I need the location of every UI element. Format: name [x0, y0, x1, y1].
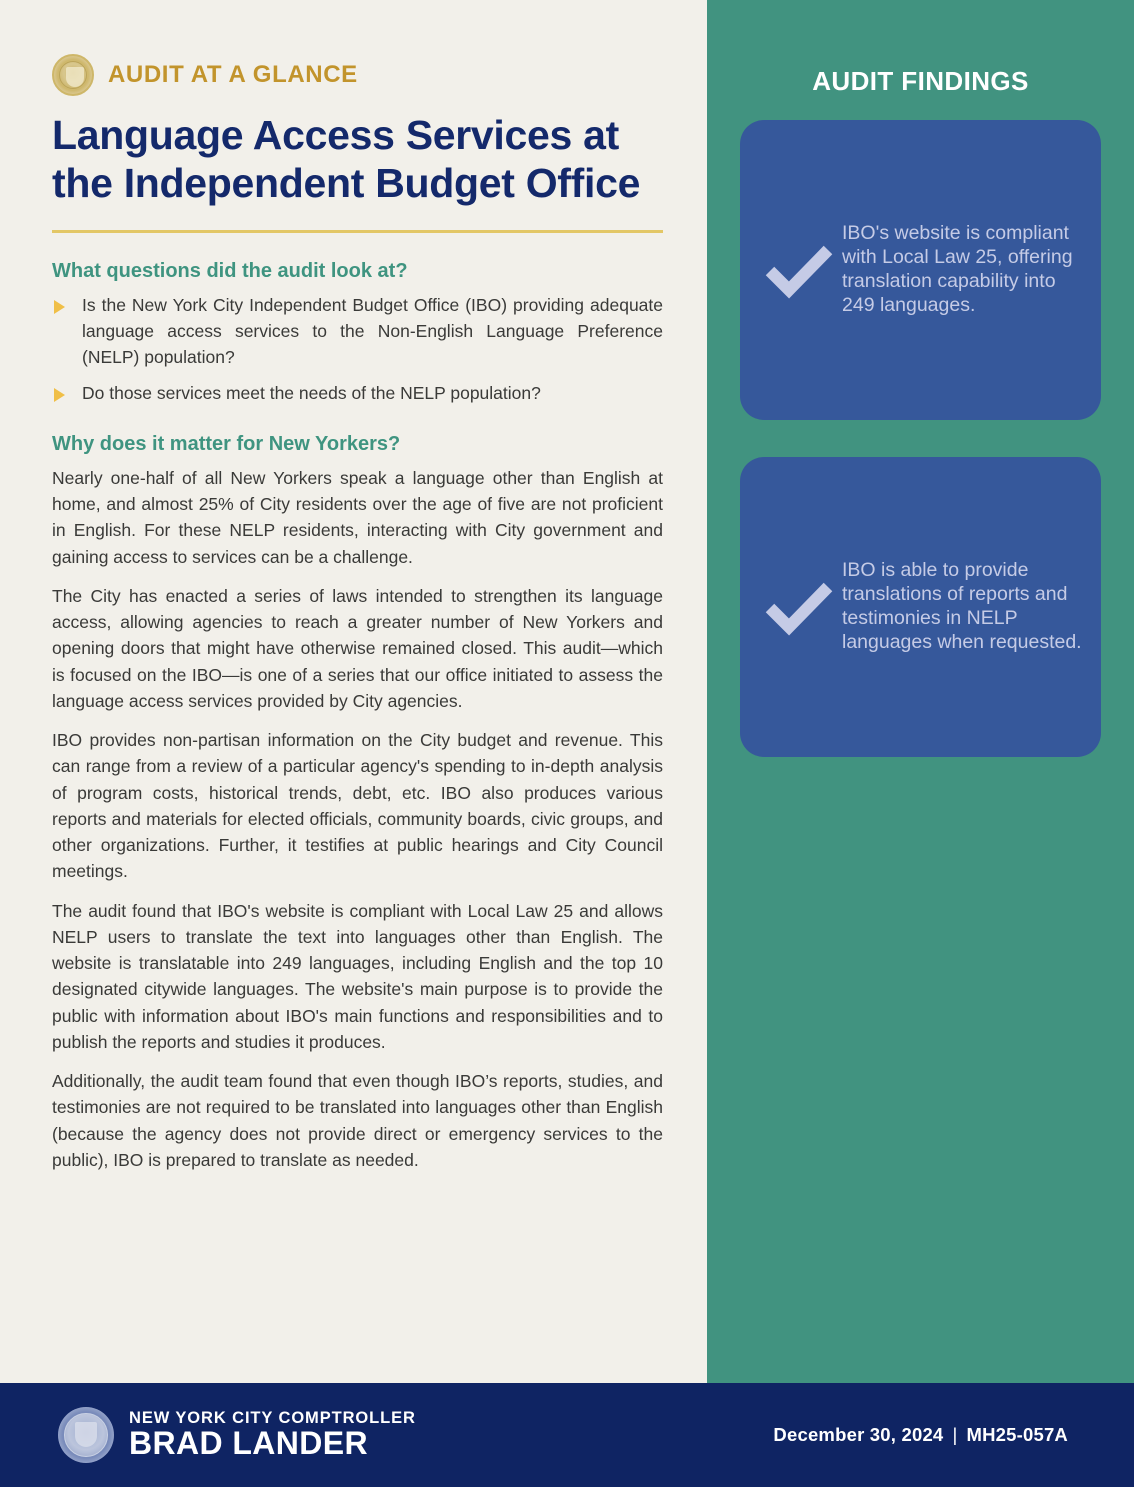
page-title: Language Access Services at the Independent Budget Office [52, 112, 641, 206]
footer-office-line: NEW YORK CITY COMPTROLLER [129, 1409, 416, 1428]
footer-brand-text [129, 1409, 416, 1461]
finding-card [740, 457, 1101, 757]
eyebrow-label: AUDIT AT A GLANCE [108, 61, 358, 88]
footer-name-line: BRAD LANDER [129, 1425, 369, 1462]
body-paragraph: Additionally, the audit team found that even though IBO’s reports, studies, and testimonies are not required to be translated into languages other than English (because the agency does not provide direct or emergency services to the public), IBO is prepared to translate as needed. [52, 1071, 663, 1170]
body-paragraph: The City has enacted a series of laws intended to strengthen its language access, allowing agencies to reach a greater number of New Yorkers and opening doors that might have otherwise remained closed. This audit—which is focused on the IBO—is one of a series that our office initiated to assess the language access services provided by City agencies. [52, 585, 663, 711]
publication-date: December 30, 2024 [773, 1424, 944, 1445]
list-item [52, 292, 663, 371]
page-footer [0, 1383, 1134, 1487]
triangle-bullet-icon [54, 388, 65, 402]
check-icon [762, 233, 836, 307]
section-heading-why: Why does it matter for New Yorkers? [52, 432, 401, 455]
meta-separator: | [952, 1424, 958, 1445]
body-paragraph: IBO provides non-partisan information on the City budget and revenue. This can range from a review of a particular agency's spending to in-depth analysis of program costs, historical trends, debt, etc. IBO also produces various reports and materials for elected officials, community boards, civic groups, and other organizations. Further, it testifies at public hearings and City Council meetings. [52, 730, 663, 882]
finding-card-text: IBO is able to provide translations of reports and testimonies in NELP languages when requested. [842, 559, 1082, 653]
brand-row [52, 52, 663, 98]
findings-heading: AUDIT FINDINGS [812, 66, 1029, 96]
body-paragraph: Nearly one-half of all New Yorkers speak a language other than English at home, and almost 25% of City residents over the age of five are not proficient in English. For these NELP residents, interacting with City government and gaining access to services can be a challenge. [52, 467, 663, 567]
nyc-seal-icon [52, 54, 94, 96]
nyc-seal-icon [58, 1407, 114, 1463]
triangle-bullet-icon [54, 300, 65, 314]
section-heading-questions: What questions did the audit look at? [52, 259, 408, 282]
report-id: MH25-057A [966, 1424, 1068, 1445]
title-divider [52, 230, 663, 233]
body-paragraph: The audit found that IBO's website is compliant with Local Law 25 and allows NELP users to translate the text into languages other than English. The website is translatable into 249 languages, including English and the top 10 designated citywide languages. The website's main purpose is to provide the public with information about IBO's main functions and responsibilities and to publish the reports and studies it produces. [52, 900, 663, 1052]
list-item-text: Is the New York City Independent Budget Office (IBO) providing adequate language access services to the Non-English Language Preference (NELP) population? [82, 294, 663, 368]
finding-card [740, 120, 1101, 420]
audit-questions-list [52, 292, 663, 406]
footer-brand [58, 1407, 416, 1463]
finding-card-text: IBO's website is compliant with Local Law 25, offering translation capability into 249 languages. [842, 222, 1073, 316]
list-item-text: Do those services meet the needs of the NELP population? [82, 382, 541, 403]
audit-findings-panel [707, 0, 1134, 1383]
check-icon [762, 570, 836, 644]
footer-meta [773, 1424, 1068, 1446]
list-item [52, 380, 663, 406]
